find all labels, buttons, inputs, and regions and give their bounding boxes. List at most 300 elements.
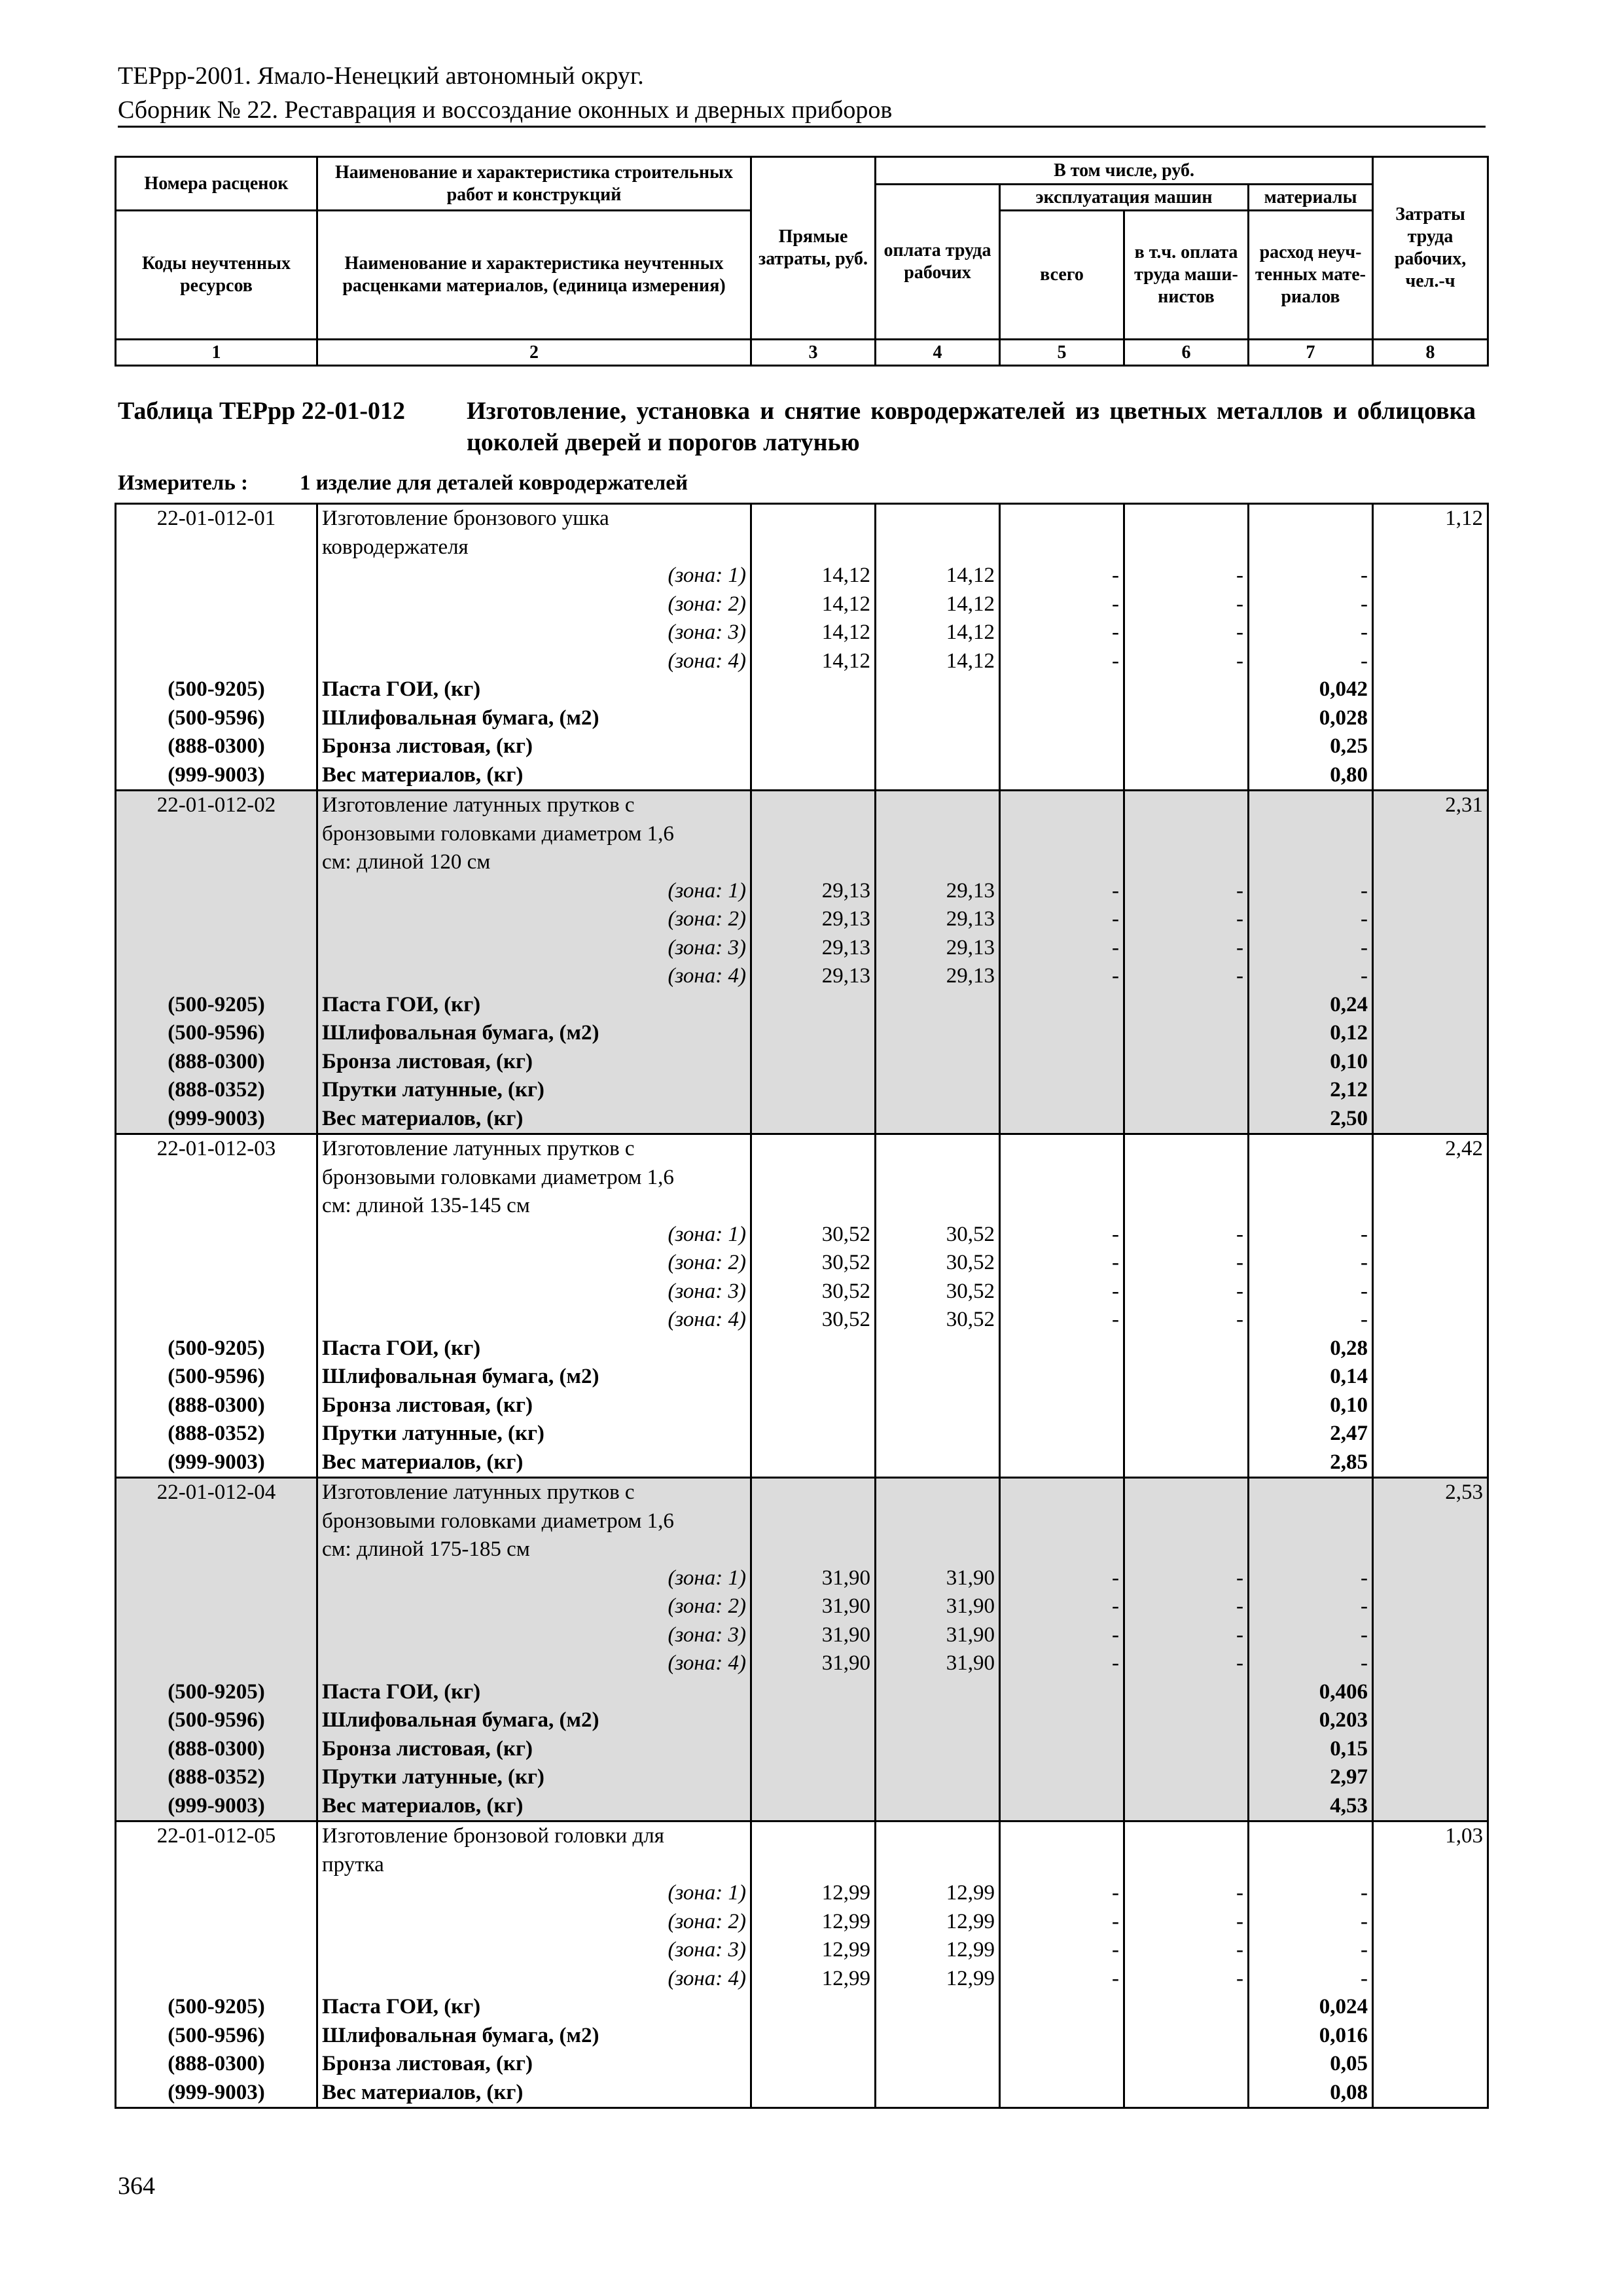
empty-cell bbox=[876, 1192, 1000, 1221]
labor-pay: 31,90 bbox=[876, 1621, 1000, 1650]
machinist-pay: - bbox=[1124, 1306, 1249, 1335]
rate-block bbox=[116, 1134, 1488, 1478]
empty-cell bbox=[1000, 1134, 1124, 1164]
empty-cell bbox=[1000, 2022, 1124, 2051]
labor-pay: 14,12 bbox=[876, 647, 1000, 676]
empty-cell bbox=[1124, 1851, 1249, 1880]
empty-cell bbox=[1373, 820, 1488, 849]
machines-total: - bbox=[1000, 1908, 1124, 1937]
empty-cell bbox=[116, 1306, 317, 1335]
empty-cell bbox=[751, 1735, 876, 1764]
labor-pay: 29,13 bbox=[876, 934, 1000, 963]
direct-costs: 29,13 bbox=[751, 962, 876, 991]
resource-quantity: 0,24 bbox=[1249, 991, 1373, 1020]
machines-total: - bbox=[1000, 1306, 1124, 1335]
empty-cell bbox=[1124, 1735, 1249, 1764]
document-header-line2: Сборник № 22. Реставрация и воссоздание оконных и дверных приборов bbox=[118, 96, 893, 124]
empty-cell bbox=[116, 1621, 317, 1650]
empty-cell bbox=[1373, 1735, 1488, 1764]
rate-name-line: Изготовление бронзовой головки для bbox=[317, 1821, 751, 1851]
resource-code: (999-9003) bbox=[116, 2079, 317, 2108]
zone-row bbox=[116, 877, 1488, 906]
labor-pay: 14,12 bbox=[876, 562, 1000, 590]
machines-total: - bbox=[1000, 1564, 1124, 1593]
column-number: 8 bbox=[1373, 340, 1488, 366]
empty-cell bbox=[876, 2022, 1000, 2051]
resource-code: (888-0300) bbox=[116, 2050, 317, 2079]
resource-name: Бронза листовая, (кг) bbox=[317, 1391, 751, 1420]
empty-cell bbox=[1124, 1821, 1249, 1851]
resource-code: (999-9003) bbox=[116, 1792, 317, 1821]
empty-cell bbox=[1249, 1851, 1373, 1880]
empty-cell bbox=[116, 1564, 317, 1593]
empty-cell bbox=[751, 1535, 876, 1564]
empty-cell bbox=[1373, 1448, 1488, 1478]
empty-cell bbox=[1000, 1391, 1124, 1420]
zone-label: (зона: 4) bbox=[317, 1965, 751, 1994]
resource-row bbox=[116, 1706, 1488, 1735]
rate-name-row bbox=[116, 533, 1488, 562]
empty-cell bbox=[876, 991, 1000, 1020]
empty-cell bbox=[751, 533, 876, 562]
empty-cell bbox=[1249, 1535, 1373, 1564]
zone-row bbox=[116, 962, 1488, 991]
empty-cell bbox=[1373, 1048, 1488, 1077]
empty-cell bbox=[1000, 1735, 1124, 1764]
zone-label: (зона: 2) bbox=[317, 1908, 751, 1937]
empty-cell bbox=[876, 761, 1000, 791]
empty-cell bbox=[1124, 2050, 1249, 2079]
resource-code: (888-0300) bbox=[116, 1048, 317, 1077]
empty-cell bbox=[116, 1649, 317, 1678]
materials-value: - bbox=[1249, 1621, 1373, 1650]
empty-cell bbox=[751, 2050, 876, 2079]
empty-cell bbox=[1249, 791, 1373, 820]
empty-cell bbox=[1373, 1908, 1488, 1937]
empty-cell bbox=[751, 704, 876, 733]
empty-cell bbox=[1000, 675, 1124, 704]
zone-row bbox=[116, 1592, 1488, 1621]
resource-name: Прутки латунные, (кг) bbox=[317, 1420, 751, 1448]
machines-total: - bbox=[1000, 934, 1124, 963]
machinist-pay: - bbox=[1124, 1221, 1249, 1249]
rate-name-line: Изготовление бронзового ушка bbox=[317, 504, 751, 533]
labor-costs: 1,12 bbox=[1373, 504, 1488, 533]
materials-value: - bbox=[1249, 1278, 1373, 1306]
zone-label: (зона: 2) bbox=[317, 590, 751, 619]
direct-costs: 12,99 bbox=[751, 1879, 876, 1908]
resource-quantity: 0,406 bbox=[1249, 1678, 1373, 1707]
resource-row bbox=[116, 1019, 1488, 1048]
empty-cell bbox=[1000, 1851, 1124, 1880]
empty-cell bbox=[1000, 991, 1124, 1020]
labor-pay: 30,52 bbox=[876, 1221, 1000, 1249]
machines-total: - bbox=[1000, 1879, 1124, 1908]
empty-cell bbox=[1373, 1993, 1488, 2022]
resource-name: Прутки латунные, (кг) bbox=[317, 1076, 751, 1105]
resource-row bbox=[116, 1448, 1488, 1478]
resource-name: Прутки латунные, (кг) bbox=[317, 1763, 751, 1792]
labor-pay: 29,13 bbox=[876, 962, 1000, 991]
labor-pay: 30,52 bbox=[876, 1249, 1000, 1278]
empty-cell bbox=[1373, 647, 1488, 676]
labor-costs: 2,53 bbox=[1373, 1478, 1488, 1507]
resource-quantity: 0,016 bbox=[1249, 2022, 1373, 2051]
resource-quantity: 0,80 bbox=[1249, 761, 1373, 791]
empty-cell bbox=[876, 1735, 1000, 1764]
rate-name-line: Изготовление латунных прутков с bbox=[317, 1134, 751, 1164]
empty-cell bbox=[751, 848, 876, 877]
resource-name: Паста ГОИ, (кг) bbox=[317, 1335, 751, 1363]
labor-pay: 29,13 bbox=[876, 905, 1000, 934]
rate-name-row bbox=[116, 1821, 1488, 1851]
empty-cell bbox=[1373, 1507, 1488, 1536]
empty-cell bbox=[1000, 1363, 1124, 1391]
labor-pay: 31,90 bbox=[876, 1592, 1000, 1621]
rate-name-line: ковродержателя bbox=[317, 533, 751, 562]
empty-cell bbox=[876, 504, 1000, 533]
empty-cell bbox=[876, 1851, 1000, 1880]
zone-row bbox=[116, 1879, 1488, 1908]
empty-cell bbox=[751, 791, 876, 820]
rate-name-row bbox=[116, 791, 1488, 820]
resource-row bbox=[116, 704, 1488, 733]
empty-cell bbox=[116, 533, 317, 562]
empty-cell bbox=[1249, 1134, 1373, 1164]
rate-code: 22-01-012-04 bbox=[116, 1478, 317, 1507]
resource-name: Шлифовальная бумага, (м2) bbox=[317, 2022, 751, 2051]
empty-cell bbox=[1373, 1535, 1488, 1564]
resource-quantity: 0,05 bbox=[1249, 2050, 1373, 2079]
rate-name-row bbox=[116, 1134, 1488, 1164]
resource-row bbox=[116, 1993, 1488, 2022]
resource-code: (500-9205) bbox=[116, 991, 317, 1020]
empty-cell bbox=[751, 1391, 876, 1420]
empty-cell bbox=[751, 2079, 876, 2108]
direct-costs: 29,13 bbox=[751, 877, 876, 906]
materials-value: - bbox=[1249, 590, 1373, 619]
resource-row bbox=[116, 2050, 1488, 2079]
machinist-pay: - bbox=[1124, 1564, 1249, 1593]
empty-cell bbox=[1124, 2079, 1249, 2108]
empty-cell bbox=[1000, 820, 1124, 849]
empty-cell bbox=[1124, 820, 1249, 849]
empty-cell bbox=[1000, 732, 1124, 761]
empty-cell bbox=[1000, 2079, 1124, 2108]
empty-cell bbox=[1124, 1706, 1249, 1735]
empty-cell bbox=[1000, 1192, 1124, 1221]
rate-name-line: бронзовыми головками диаметром 1,6 bbox=[317, 1507, 751, 1536]
empty-cell bbox=[1373, 1076, 1488, 1105]
materials-value: - bbox=[1249, 934, 1373, 963]
resource-row bbox=[116, 1678, 1488, 1707]
empty-cell bbox=[1124, 1448, 1249, 1478]
resource-name: Шлифовальная бумага, (м2) bbox=[317, 1019, 751, 1048]
machines-total: - bbox=[1000, 1621, 1124, 1650]
measure-label: Измеритель : bbox=[118, 471, 249, 495]
document-header-line1: ТЕРрр-2001. Ямало-Ненецкий автономный округ. bbox=[118, 62, 644, 90]
direct-costs: 31,90 bbox=[751, 1564, 876, 1593]
rate-code: 22-01-012-01 bbox=[116, 504, 317, 533]
machinist-pay: - bbox=[1124, 1965, 1249, 1994]
machinist-pay: - bbox=[1124, 619, 1249, 647]
resource-row bbox=[116, 991, 1488, 1020]
labor-pay: 29,13 bbox=[876, 877, 1000, 906]
machinist-pay: - bbox=[1124, 1249, 1249, 1278]
materials-value: - bbox=[1249, 1249, 1373, 1278]
empty-cell bbox=[876, 1048, 1000, 1077]
zone-label: (зона: 3) bbox=[317, 1278, 751, 1306]
resource-code: (500-9596) bbox=[116, 704, 317, 733]
empty-cell bbox=[1373, 1420, 1488, 1448]
rate-name-row bbox=[116, 820, 1488, 849]
empty-cell bbox=[1373, 562, 1488, 590]
empty-cell bbox=[1249, 1478, 1373, 1507]
zone-row bbox=[116, 1965, 1488, 1994]
empty-cell bbox=[1373, 675, 1488, 704]
labor-pay: 14,12 bbox=[876, 619, 1000, 647]
labor-costs: 2,42 bbox=[1373, 1134, 1488, 1164]
empty-cell bbox=[876, 1678, 1000, 1707]
empty-cell bbox=[1373, 1278, 1488, 1306]
empty-cell bbox=[1373, 991, 1488, 1020]
empty-cell bbox=[116, 562, 317, 590]
rate-name-row bbox=[116, 1507, 1488, 1536]
empty-cell bbox=[1000, 1535, 1124, 1564]
empty-cell bbox=[1373, 1851, 1488, 1880]
column-number: 5 bbox=[1000, 340, 1124, 366]
rate-name-line: Изготовление латунных прутков с bbox=[317, 791, 751, 820]
empty-cell bbox=[751, 1134, 876, 1164]
empty-cell bbox=[1124, 1363, 1249, 1391]
resource-quantity: 2,97 bbox=[1249, 1763, 1373, 1792]
empty-cell bbox=[1373, 732, 1488, 761]
labor-pay: 30,52 bbox=[876, 1306, 1000, 1335]
resource-quantity: 2,85 bbox=[1249, 1448, 1373, 1478]
empty-cell bbox=[876, 1134, 1000, 1164]
machines-total: - bbox=[1000, 590, 1124, 619]
empty-cell bbox=[116, 1164, 317, 1193]
resource-name: Вес материалов, (кг) bbox=[317, 1448, 751, 1478]
zone-row bbox=[116, 1249, 1488, 1278]
empty-cell bbox=[751, 1076, 876, 1105]
direct-costs: 14,12 bbox=[751, 619, 876, 647]
empty-cell bbox=[1000, 1019, 1124, 1048]
machinist-pay: - bbox=[1124, 1879, 1249, 1908]
empty-cell bbox=[876, 791, 1000, 820]
resource-name: Вес материалов, (кг) bbox=[317, 1105, 751, 1134]
empty-cell bbox=[1124, 1105, 1249, 1134]
empty-cell bbox=[751, 1478, 876, 1507]
resource-code: (999-9003) bbox=[116, 1448, 317, 1478]
empty-cell bbox=[1373, 761, 1488, 791]
direct-costs: 31,90 bbox=[751, 1592, 876, 1621]
empty-cell bbox=[876, 1535, 1000, 1564]
empty-cell bbox=[1373, 704, 1488, 733]
materials-value: - bbox=[1249, 905, 1373, 934]
resource-name: Вес материалов, (кг) bbox=[317, 761, 751, 791]
empty-cell bbox=[876, 533, 1000, 562]
empty-cell bbox=[876, 848, 1000, 877]
empty-cell bbox=[116, 1278, 317, 1306]
empty-cell bbox=[751, 1706, 876, 1735]
empty-cell bbox=[1000, 1821, 1124, 1851]
zone-row bbox=[116, 562, 1488, 590]
page-number: 364 bbox=[118, 2172, 155, 2200]
empty-cell bbox=[116, 1879, 317, 1908]
resource-row bbox=[116, 1763, 1488, 1792]
machines-total: - bbox=[1000, 962, 1124, 991]
labor-pay: 31,90 bbox=[876, 1564, 1000, 1593]
empty-cell bbox=[751, 1507, 876, 1536]
measure-value: 1 изделие для деталей ковродержателей bbox=[300, 471, 688, 495]
empty-cell bbox=[1000, 1048, 1124, 1077]
empty-cell bbox=[751, 761, 876, 791]
resource-row bbox=[116, 1076, 1488, 1105]
machinist-pay: - bbox=[1124, 905, 1249, 934]
empty-cell bbox=[1000, 1678, 1124, 1707]
materials-value: - bbox=[1249, 1649, 1373, 1678]
empty-cell bbox=[1000, 1706, 1124, 1735]
empty-cell bbox=[1249, 1192, 1373, 1221]
empty-cell bbox=[1124, 1792, 1249, 1821]
empty-cell bbox=[1373, 590, 1488, 619]
empty-cell bbox=[751, 1678, 876, 1707]
empty-cell bbox=[1000, 704, 1124, 733]
empty-cell bbox=[116, 1908, 317, 1937]
empty-cell bbox=[751, 1993, 876, 2022]
rate-name-line: см: длиной 120 см bbox=[317, 848, 751, 877]
empty-cell bbox=[876, 1993, 1000, 2022]
resource-name: Шлифовальная бумага, (м2) bbox=[317, 704, 751, 733]
zone-label: (зона: 2) bbox=[317, 1592, 751, 1621]
machines-total: - bbox=[1000, 1249, 1124, 1278]
header-labor-pay: оплата труда рабочих bbox=[876, 185, 1000, 340]
empty-cell bbox=[1249, 1821, 1373, 1851]
empty-cell bbox=[1373, 1221, 1488, 1249]
empty-cell bbox=[1000, 533, 1124, 562]
empty-cell bbox=[876, 1507, 1000, 1536]
empty-cell bbox=[751, 1448, 876, 1478]
direct-costs: 31,90 bbox=[751, 1621, 876, 1650]
direct-costs: 29,13 bbox=[751, 934, 876, 963]
rate-block bbox=[116, 1821, 1488, 2108]
empty-cell bbox=[876, 1420, 1000, 1448]
rates-table bbox=[115, 503, 1489, 2109]
resource-code: (999-9003) bbox=[116, 761, 317, 791]
resource-row bbox=[116, 1363, 1488, 1391]
empty-cell bbox=[1000, 761, 1124, 791]
empty-cell bbox=[876, 1478, 1000, 1507]
materials-value: - bbox=[1249, 647, 1373, 676]
empty-cell bbox=[1124, 1391, 1249, 1420]
resource-code: (888-0352) bbox=[116, 1076, 317, 1105]
resource-name: Шлифовальная бумага, (м2) bbox=[317, 1706, 751, 1735]
machines-total: - bbox=[1000, 562, 1124, 590]
zone-row bbox=[116, 1908, 1488, 1937]
empty-cell bbox=[1373, 905, 1488, 934]
machines-total: - bbox=[1000, 1592, 1124, 1621]
resource-quantity: 2,50 bbox=[1249, 1105, 1373, 1134]
zone-label: (зона: 1) bbox=[317, 877, 751, 906]
empty-cell bbox=[1000, 1448, 1124, 1478]
labor-pay: 30,52 bbox=[876, 1278, 1000, 1306]
empty-cell bbox=[751, 732, 876, 761]
empty-cell bbox=[1124, 1076, 1249, 1105]
resource-quantity: 0,08 bbox=[1249, 2079, 1373, 2108]
direct-costs: 12,99 bbox=[751, 1936, 876, 1965]
materials-value: - bbox=[1249, 1936, 1373, 1965]
resource-row bbox=[116, 1105, 1488, 1134]
empty-cell bbox=[751, 820, 876, 849]
machines-total: - bbox=[1000, 905, 1124, 934]
resource-code: (888-0300) bbox=[116, 1735, 317, 1764]
machinist-pay: - bbox=[1124, 1908, 1249, 1937]
empty-cell bbox=[1373, 1164, 1488, 1193]
empty-cell bbox=[1124, 533, 1249, 562]
rate-name-row bbox=[116, 1164, 1488, 1193]
empty-cell bbox=[1373, 619, 1488, 647]
empty-cell bbox=[876, 1391, 1000, 1420]
empty-cell bbox=[876, 1821, 1000, 1851]
resource-quantity: 0,14 bbox=[1249, 1363, 1373, 1391]
empty-cell bbox=[116, 647, 317, 676]
empty-cell bbox=[116, 934, 317, 963]
empty-cell bbox=[1124, 848, 1249, 877]
empty-cell bbox=[1373, 2050, 1488, 2079]
empty-cell bbox=[1124, 1993, 1249, 2022]
table-title-text: Изготовление, установка и снятие ковродержателей из цветных металлов и облицовка цоколей дверей и порогов латунью bbox=[467, 397, 1476, 456]
machinist-pay: - bbox=[1124, 1936, 1249, 1965]
empty-cell bbox=[116, 619, 317, 647]
empty-cell bbox=[1373, 2079, 1488, 2108]
direct-costs: 14,12 bbox=[751, 590, 876, 619]
empty-cell bbox=[1373, 1564, 1488, 1593]
header-direct-costs: Прямые затраты, руб. bbox=[751, 157, 876, 340]
empty-cell bbox=[1124, 761, 1249, 791]
empty-cell bbox=[876, 1105, 1000, 1134]
machines-total: - bbox=[1000, 1278, 1124, 1306]
zone-label: (зона: 4) bbox=[317, 1649, 751, 1678]
column-header-table bbox=[115, 156, 1489, 367]
column-number: 1 bbox=[116, 340, 317, 366]
table-title-label: Таблица ТЕРрр 22-01-012 bbox=[118, 397, 406, 425]
header-rate-numbers: Номера расценок bbox=[116, 157, 317, 211]
resource-quantity: 0,024 bbox=[1249, 1993, 1373, 2022]
resource-code: (888-0300) bbox=[116, 732, 317, 761]
empty-cell bbox=[1124, 1164, 1249, 1193]
empty-cell bbox=[116, 1936, 317, 1965]
empty-cell bbox=[1000, 848, 1124, 877]
empty-cell bbox=[1373, 848, 1488, 877]
empty-cell bbox=[1373, 1763, 1488, 1792]
zone-row bbox=[116, 590, 1488, 619]
rate-name-row bbox=[116, 1851, 1488, 1880]
empty-cell bbox=[876, 820, 1000, 849]
resource-row bbox=[116, 2079, 1488, 2108]
empty-cell bbox=[751, 1019, 876, 1048]
column-number: 6 bbox=[1124, 340, 1249, 366]
resource-code: (999-9003) bbox=[116, 1105, 317, 1134]
direct-costs: 14,12 bbox=[751, 562, 876, 590]
empty-cell bbox=[1249, 1164, 1373, 1193]
empty-cell bbox=[1249, 848, 1373, 877]
empty-cell bbox=[1373, 1363, 1488, 1391]
empty-cell bbox=[1000, 1792, 1124, 1821]
empty-cell bbox=[1373, 1192, 1488, 1221]
resource-row bbox=[116, 761, 1488, 791]
empty-cell bbox=[1124, 675, 1249, 704]
